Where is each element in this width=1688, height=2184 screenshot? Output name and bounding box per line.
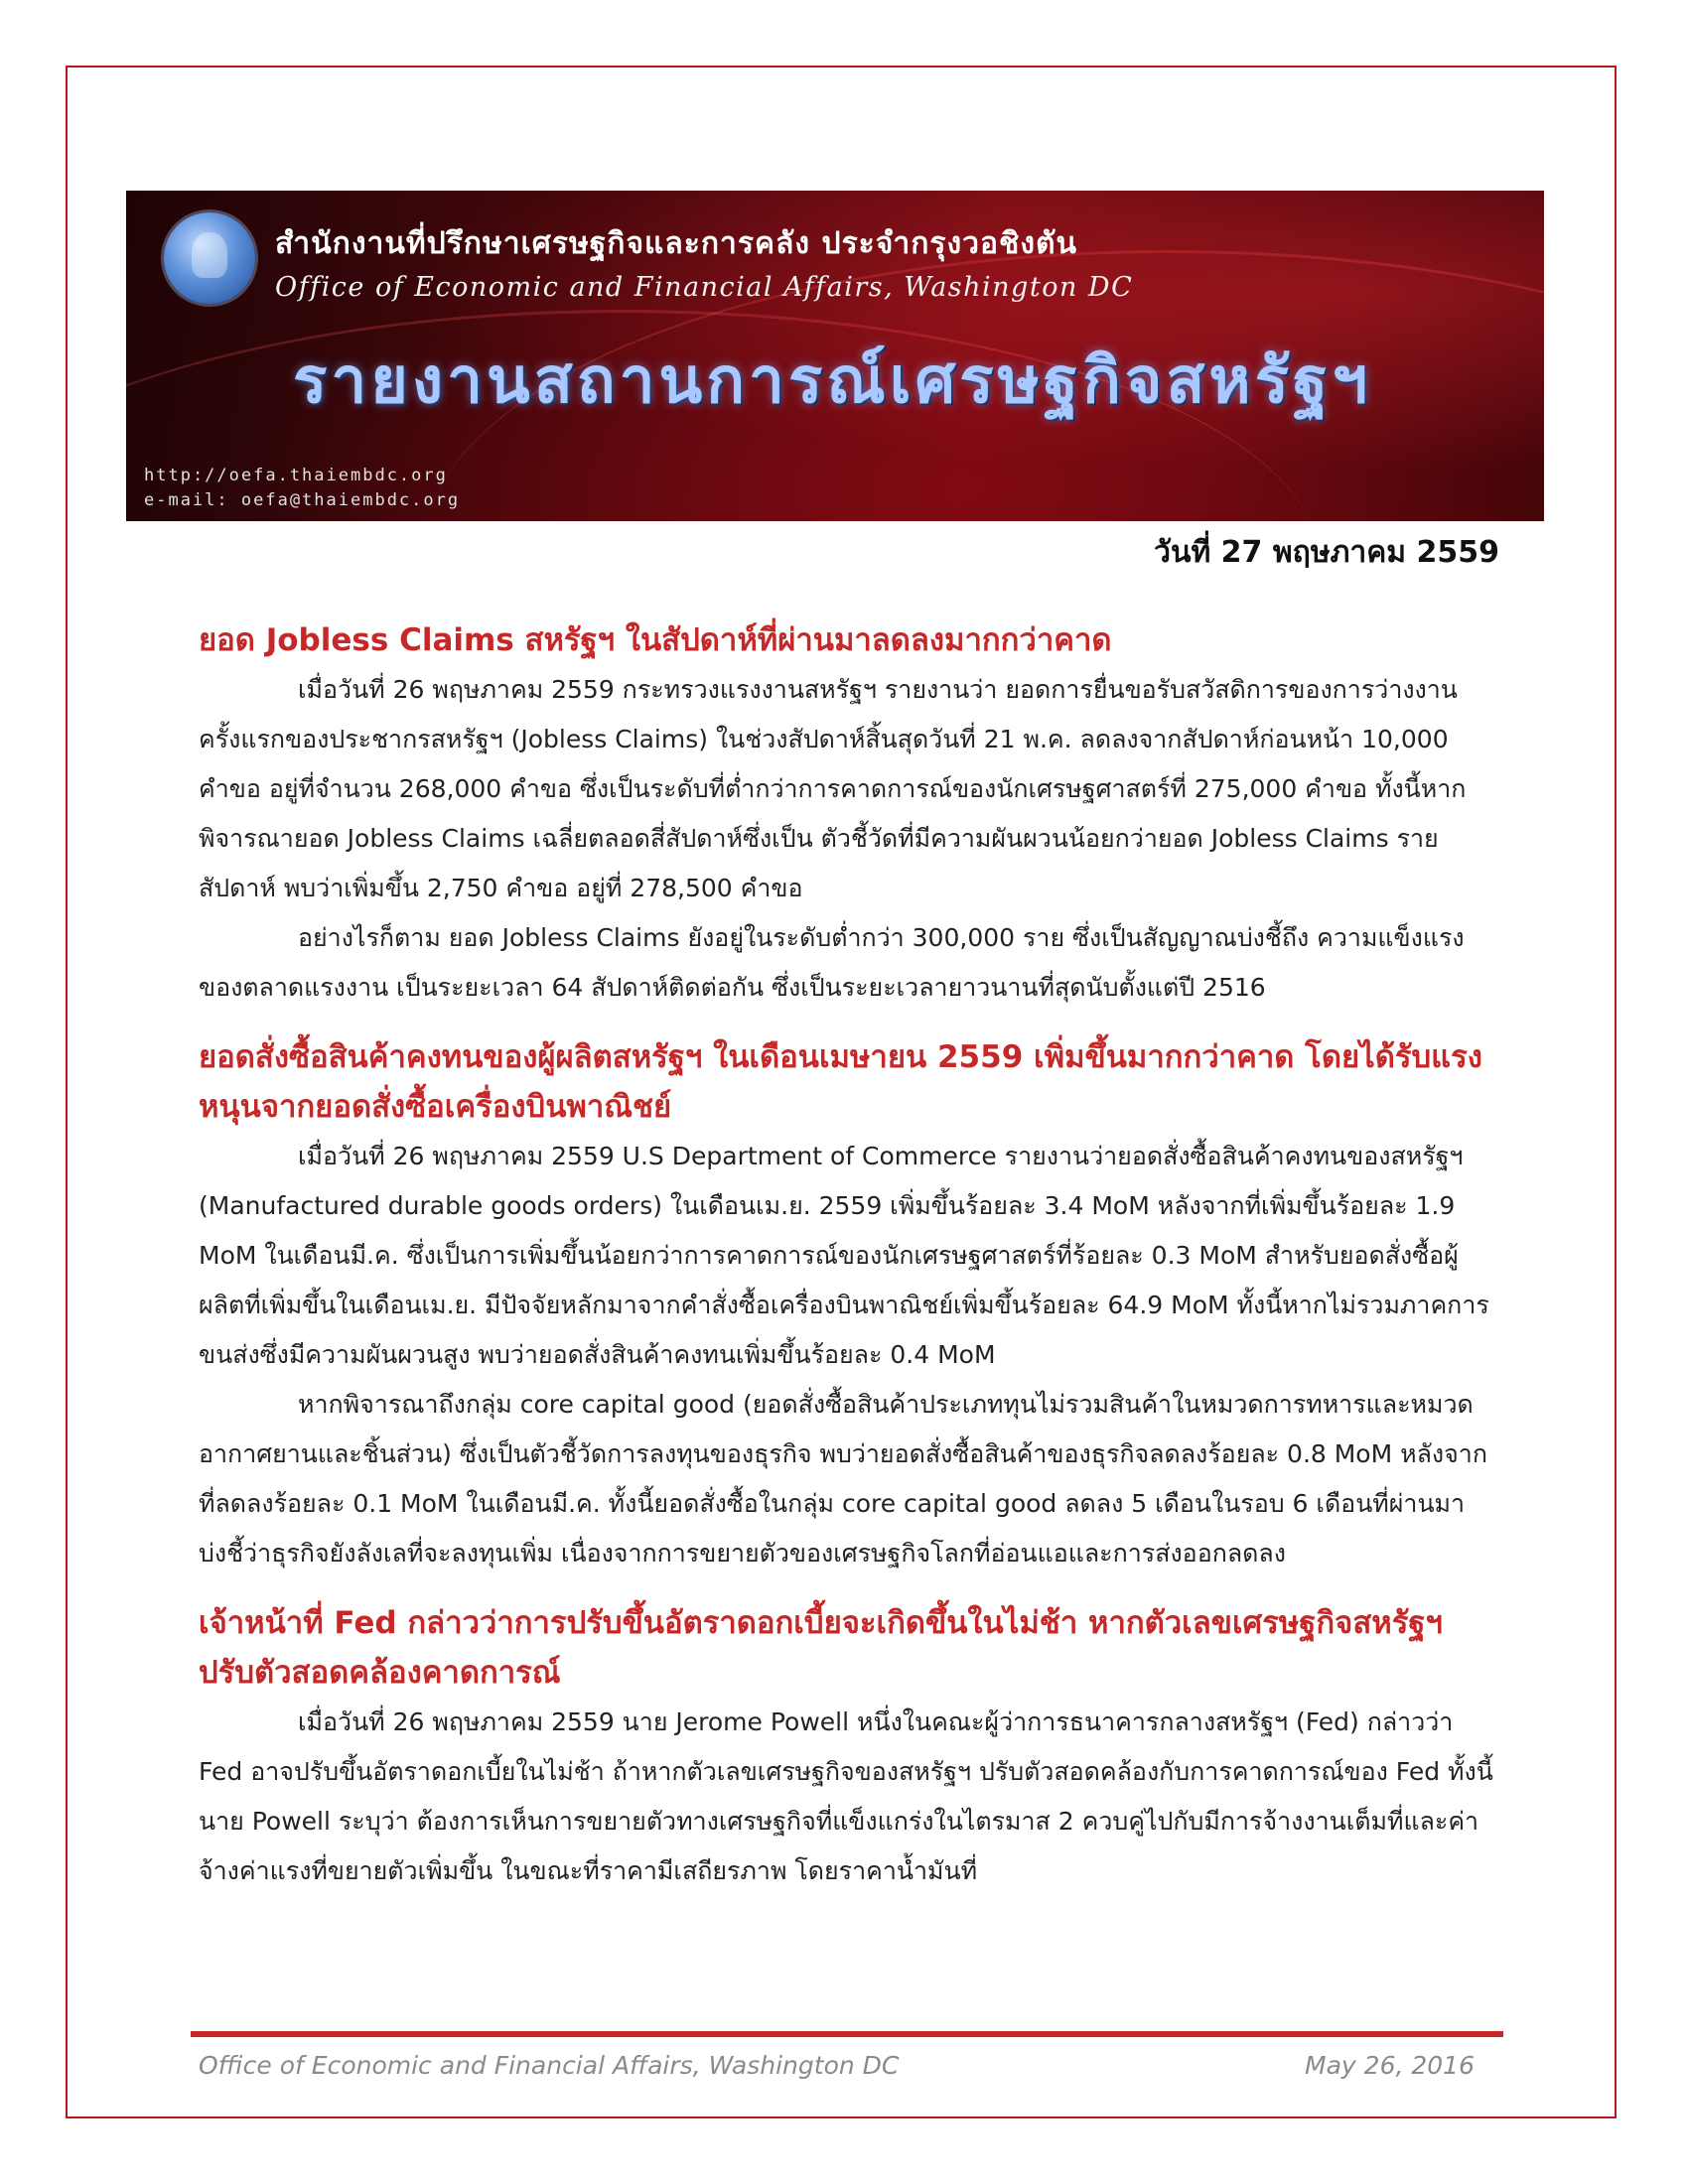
website-url: http://oefa.thaiembdc.org bbox=[144, 466, 448, 485]
section-paragraph: เมื่อวันที่ 26 พฤษภาคม 2559 U.S Department of Commerce รายงานว่ายอดสั่งซื้อสินค้าคงทนของสหรัฐฯ (Manufactured durable goods orders) ในเดือนเม.ย. 2559 เพิ่มขึ้นร้อยละ 3.4 MoM หลังจากที่เพิ่มขึ้นร้อยละ 1.9 MoM ในเดือนมี.ค. ซึ่งเป็นการเพิ่มขึ้นน้อยกว่าการคาดการณ์ของนักเศรษฐศาสตร์ที่ร้อยละ 0.3 MoM สำหรับยอดสั่งซื้อผู้ผลิตที่เพิ่มขึ้นในเดือนเม.ย. มีปัจจัยหลักมาจากคำสั่งซื้อเครื่องบินพาณิชย์เพิ่มขึ้นร้อยละ 64.9 MoM ทั้งนี้หากไม่รวมภาคการขนส่งซึ่งมีความผันผวนสูง พบว่ายอดสั่งสินค้าคงทนเพิ่มขึ้นร้อยละ 0.4 MoM bbox=[199, 1142, 1489, 1369]
article-content bbox=[199, 615, 1499, 1916]
section-paragraph: อย่างไรก็ตาม ยอด Jobless Claims ยังอยู่ในระดับต่ำกว่า 300,000 ราย ซึ่งเป็นสัญญาณบ่งชี้ถึง ความแข็งแรงของตลาดแรงงาน เป็นระยะเวลา 64 สัปดาห์ติดต่อกัน ซึ่งเป็นระยะเวลายาวนานที่สุดนับตั้งแต่ปี 2516 bbox=[199, 923, 1465, 1002]
section-paragraph: เมื่อวันที่ 26 พฤษภาคม 2559 นาย Jerome Powell หนึ่งในคณะผู้ว่าการธนาคารกลางสหรัฐฯ (Fed) กล่าวว่า Fed อาจปรับขึ้นอัตราดอกเบี้ยในไม่ช้า ถ้าหากตัวเลขเศรษฐกิจของสหรัฐฯ ปรับตัวสอดคล้องกับการคาดการณ์ของ Fed ทั้งนี้ นาย Powell ระบุว่า ต้องการเห็นการขยายตัวทางเศรษฐกิจที่แข็งแกร่งในไตรมาส 2 ควบคู่ไปกับมีการจ้างงานเต็มที่และค่าจ้างค่าแรงที่ขยายตัวเพิ่มขึ้น ในขณะที่ราคามีเสถียรภาพ โดยราคาน้ำมันที่ bbox=[199, 1707, 1493, 1885]
section-durable-goods bbox=[199, 1032, 1499, 1578]
footer-date: May 26, 2016 bbox=[1305, 2051, 1475, 2080]
contact-email: e-mail: oefa@thaiembdc.org bbox=[144, 490, 461, 510]
section-headline: ยอด Jobless Claims สหรัฐฯ ในสัปดาห์ที่ผ่านมาลดลงมากกว่าคาด bbox=[199, 622, 1112, 658]
section-paragraph: หากพิจารณาถึงกลุ่ม core capital good (ยอดสั่งซื้อสินค้าประเภททุนไม่รวมสินค้าในหมวดการทหารและหมวดอากาศยานและชิ้นส่วน) ซึ่งเป็นตัวชี้วัดการลงทุนของธุรกิจ พบว่ายอดสั่งซื้อสินค้าของธุรกิจลดลงร้อยละ 0.8 MoM หลังจากที่ลดลงร้อยละ 0.1 MoM ในเดือนมี.ค. ทั้งนี้ยอดสั่งซื้อในกลุ่ม core capital good ลดลง 5 เดือนในรอบ 6 เดือนที่ผ่านมา บ่งชี้ว่าธุรกิจยังลังเลที่จะลงทุนเพิ่ม เนื่องจากการขยายตัวของเศรษฐกิจโลกที่อ่อนแอและการส่งออกลดลง bbox=[199, 1390, 1487, 1568]
section-headline: ยอดสั่งซื้อสินค้าคงทนของผู้ผลิตสหรัฐฯ ในเดือนเมษายน 2559 เพิ่มขึ้นมากกว่าคาด โดยได้รับแรงหนุนจากยอดสั่งซื้อเครื่องบินพาณิชย์ bbox=[199, 1039, 1482, 1125]
section-paragraph: เมื่อวันที่ 26 พฤษภาคม 2559 กระทรวงแรงงานสหรัฐฯ รายงานว่า ยอดการยื่นขอรับสวัสดิการของการว่างงานครั้งแรกของประชากรสหรัฐฯ (Jobless Claims) ในช่วงสัปดาห์สิ้นสุดวันที่ 21 พ.ค. ลดลงจากสัปดาห์ก่อนหน้า 10,000 คำขอ อยู่ที่จำนวน 268,000 คำขอ ซึ่งเป็นระดับที่ต่ำกว่าการคาดการณ์ของนักเศรษฐศาสตร์ที่ 275,000 คำขอ ทั้งนี้หากพิจารณายอด Jobless Claims เฉลี่ยตลอดสี่สัปดาห์ซึ่งเป็น ตัวชี้วัดที่มีความผันผวนน้อยกว่ายอด Jobless Claims รายสัปดาห์ พบว่าเพิ่มขึ้น 2,750 คำขอ อยู่ที่ 278,500 คำขอ bbox=[199, 675, 1467, 902]
report-date: วันที่ 27 พฤษภาคม 2559 bbox=[1154, 535, 1499, 570]
section-jobless-claims bbox=[199, 615, 1499, 1013]
header-banner bbox=[126, 191, 1544, 521]
footer-divider bbox=[191, 2031, 1503, 2037]
footer-organization: Office of Economic and Financial Affairs, Washington DC bbox=[199, 2051, 900, 2080]
section-fed-rates bbox=[199, 1598, 1499, 1896]
section-headline: เจ้าหน้าที่ Fed กล่าวว่าการปรับขึ้นอัตราดอกเบี้ยจะเกิดขึ้นในไม่ช้า หากตัวเลขเศรษฐกิจสหรัฐฯ ปรับตัวสอดคล้องคาดการณ์ bbox=[199, 1605, 1443, 1691]
thai-garuda-seal-icon bbox=[164, 212, 255, 304]
org-name-english: Office of Economic and Financial Affairs, Washington DC bbox=[275, 272, 1134, 303]
report-title: รายงานสถานการณ์เศรษฐกิจสหรัฐฯ bbox=[293, 344, 1372, 418]
org-name-thai: สำนักงานที่ปรึกษาเศรษฐกิจและการคลัง ประจำกรุงวอชิงตัน bbox=[275, 226, 1078, 261]
